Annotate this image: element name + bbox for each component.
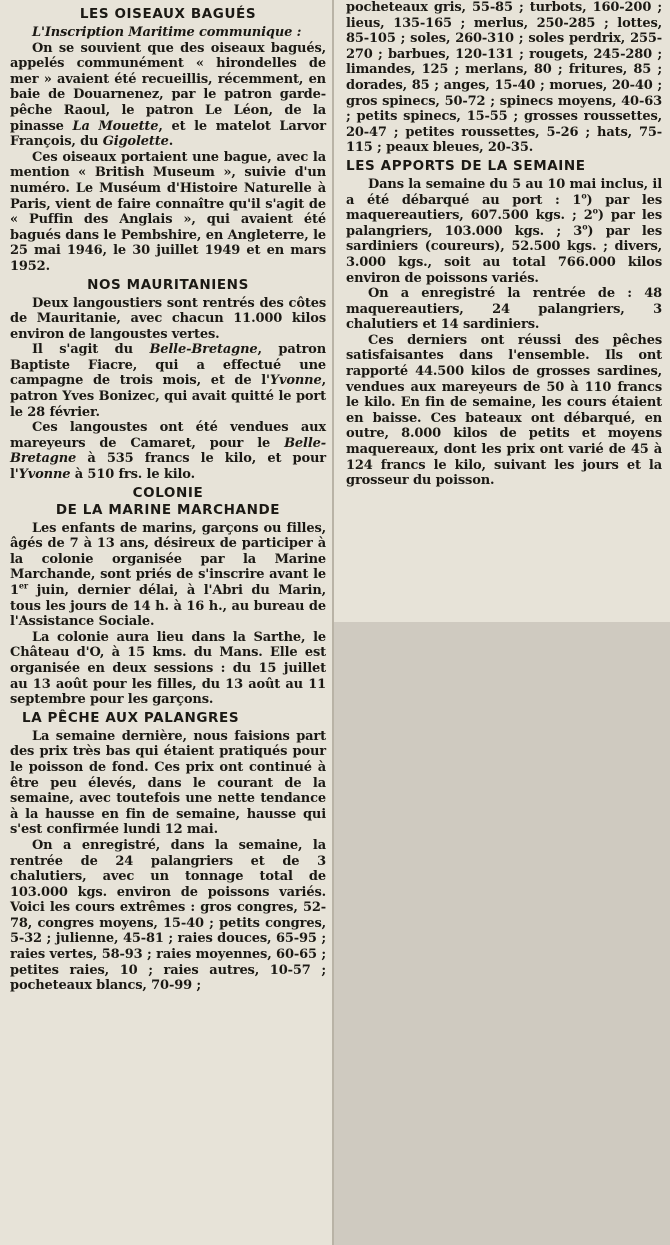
apports-paragraph-2: On a enregistré la rentrée de : 48 maquereautiers, 24 palangriers, 3 chalutiers et 14 sardiniers. (346, 286, 662, 333)
mauritaniens-p3-b: à 535 francs le kilo, et pour l' (10, 451, 326, 483)
mauritaniens-p3-boat2: Yvonne (18, 467, 71, 483)
mauritaniens-paragraph-1: Deux langoustiers sont rentrés des côtes de Mauritanie, avec chacun 11.000 kilos environ de langoustes vertes. (10, 295, 326, 342)
mauritaniens-paragraph-2 (10, 342, 326, 420)
headline-colonie (10, 485, 326, 519)
apports-paragraph-3: Ces derniers ont réussi des pêches satisfaisantes dans l'ensemble. Ils ont rapporté 44.500 kilos de grosses sardines, vendues aux mareyeurs de 50 à 110 francs le kilo. En fin de semaine, les cours étaient en baisse. Ces bateaux ont débarqué, en outre, 8.000 kilos de petits et moyens maquereaux, dont les prix ont varié de 45 à 124 francs le kilo, suivant les jours et la grosseur du poisson. (346, 332, 662, 489)
headline-apports-semaine: LES APPORTS DE LA SEMAINE (346, 157, 586, 174)
apports-p1-s3: o (582, 221, 588, 232)
oiseaux-p1-text: On se souvient que des oiseaux bagués, appelés communément « hirondelles de mer » avaient été recueillis, récemment, en baie de Douarnenez, par le patron garde-pêche Raoul, le patron Le Léon, de la pinasse (10, 40, 326, 134)
mauritaniens-p3-c: à 510 frs. le kilo. (70, 467, 195, 483)
mauritaniens-p2-a: Il s'agit du (32, 342, 150, 358)
mauritaniens-p2-b: , patron Baptiste Fiacre, qui a effectué une campagne de trois mois, et de l' (10, 342, 327, 389)
apports-p1-d: ) par les sardiniers (coureurs), 52.500 kgs. ; divers, 3.000 kgs., soit au total 766.000 kilos environ de poissons variés. (346, 223, 662, 286)
headline-oiseaux-bagues: LES OISEAUX BAGUÉS (79, 6, 257, 22)
headline-colonie-line2: DE LA MARINE MARCHANDE (55, 501, 281, 518)
left-column (0, 0, 334, 1245)
palangres-paragraph-2-continued: pocheteaux gris, 55-85 ; turbots, 160-200 ; lieus, 135-165 ; merlus, 250-285 ; lottes, 85-105 ; soles, 260-310 ; soles perdrix, 255-270 ; barbues, 120-131 ; rougets, 245-280 ; limandes, 125 ; merlans, 80 ; fritures, 85 ; dorades, 85 ; anges, 15-40 ; morues, 20-40 ; gros spinecs, 50-72 ; spinecs moyens, 40-63 ; petits spinecs, 15-55 ; grosses roussettes, 20-47 ; petites roussettes, 5-26 ; hats, 75-115 ; peaux bleues, 20-35. (346, 0, 662, 156)
oiseaux-p1-boat2: Gigolette (102, 134, 169, 150)
right-column (334, 0, 670, 622)
mauritaniens-p3-boat1: Belle-Bretagne (10, 435, 326, 467)
oiseaux-paragraph-2: Ces oiseaux portaient une bague, avec la mention « British Museum », suivie d'un numéro. Le Muséum d'Histoire Naturelle à Paris, vient de faire connaître qu'il s'agit de « Puffin des Anglais », qui avaient été bagués dans le Pembshire, en Angleterre, le 25 mai 1946, le 30 juillet 1949 et en mars 1952. (10, 149, 326, 274)
apports-p1-b: ) par les maquereautiers, 607.500 kgs. ; 2 (346, 192, 662, 224)
article-nos-mauritaniens (10, 277, 326, 483)
palangres-paragraph-1: La semaine dernière, nous faisions part des prix très bas qui étaient pratiqués pour le poisson de fond. Ces prix ont continué à être peu élevés, dans le courant de la semaine, avec toutefois une nette tendance à la hausse en fin de semaine, hausse qui s'est confirmée lundi 12 mai. (10, 728, 326, 838)
apports-p1-s1: o (581, 190, 587, 201)
colonie-p1-sup: er (18, 580, 28, 591)
headline-colonie-line1: COLONIE (132, 484, 204, 501)
apports-p1-a: Dans la semaine du 5 au 10 mai inclus, il a été débarqué au port : 1 (346, 176, 662, 208)
oiseaux-intro-italic: L'Inscription Maritime communique : (32, 25, 302, 40)
headline-peche-palangres: LA PÊCHE AUX PALANGRES (22, 709, 240, 726)
palangres-paragraph-2: On a enregistré, dans la semaine, la rentrée de 24 palangriers et de 3 chalutiers, avec un tonnage total de 103.000 kgs. environ de poissons variés. Voici les cours extrêmes : gros congres, 52-78, congres moyens, 15-40 ; petits congres, 5-32 ; julienne, 45-81 ; raies douces, 65-95 ; raies vertes, 58-93 ; raies moyennes, 60-65 ; petites raies, 10 ; raies autres, 10-57 ; pocheteaux blancs, 70-99 ; (10, 837, 326, 994)
mauritaniens-p2-boat2: Yvonne (269, 373, 322, 389)
apports-p1-c: ) par les palangriers, 103.000 kgs. ; 3 (346, 208, 662, 239)
apports-paragraph-1 (346, 177, 662, 286)
mauritaniens-p2-boat1: Belle-Bretagne (149, 342, 258, 358)
colonie-p1-b: juin, dernier délai, à l'Abri du Marin, tous les jours de 14 h. à 16 h., au bureau de l'Assistance Sociale. (10, 583, 326, 630)
mauritaniens-p2-c: , patron Yves Bonizec, qui avait quitté le port le 28 février. (10, 373, 326, 420)
oiseaux-p1-boat: La Mouette (72, 118, 159, 134)
apports-p1-s2: o (592, 205, 598, 216)
article-colonie (10, 485, 326, 708)
oiseaux-intro (10, 25, 326, 41)
colonie-paragraph-2: La colonie aura lieu dans la Sarthe, le Château d'O, à 15 kms. du Mans. Elle est organisée en deux sessions : du 15 juillet au 13 août pour les filles, du 13 août au 11 septembre pour les garçons. (10, 629, 326, 708)
oiseaux-p1-end: , et le matelot Larvor François, du (10, 118, 327, 150)
oiseaux-p1-tail: . (168, 134, 174, 150)
article-apports-semaine (346, 158, 662, 489)
article-peche-palangres (10, 710, 326, 994)
colonie-p1-a: Les enfants de marins, garçons ou filles, âgés de 7 à 13 ans, désireux de participer à la colonie organisée par la Marine Marchande, sont priés de s'inscrire avant le 1 (10, 520, 326, 598)
colonie-paragraph-1 (10, 521, 326, 630)
headline-nos-mauritaniens: NOS MAURITANIENS (87, 276, 249, 293)
article-oiseaux-bagues (10, 6, 326, 275)
oiseaux-paragraph-1 (10, 41, 326, 150)
mauritaniens-paragraph-3 (10, 420, 326, 482)
mauritaniens-p3-a: Ces langoustes ont été vendues aux mareyeurs de Camaret, pour le (10, 420, 326, 451)
